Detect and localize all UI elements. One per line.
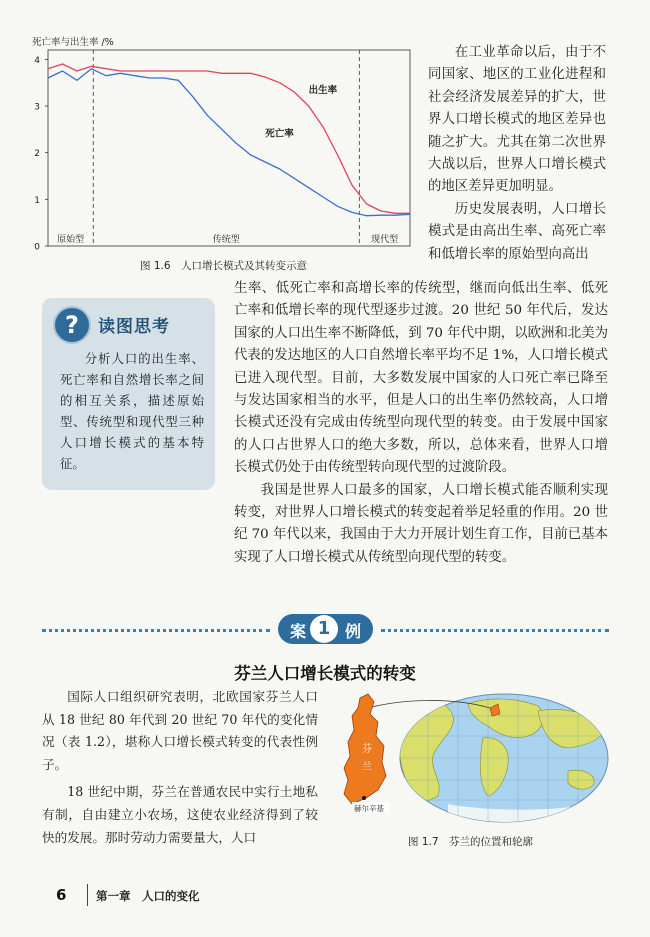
phase-label: 传统型 xyxy=(212,235,240,245)
chart-series xyxy=(48,64,410,216)
think-box-body xyxy=(60,348,204,474)
case-paragraph-2: 18 世纪中期，芬兰在普通农民中实行土地私有制，自由建立小农场，这使农业经济得到了较快的发展。那时劳动力需要量大，人口 xyxy=(42,784,318,845)
chapter-title: 第一章 人口的变化 xyxy=(96,889,200,903)
series-label: 死亡率 xyxy=(265,128,294,140)
series-line-0 xyxy=(48,64,410,213)
history-paragraph-start: 历史发展表明，人口增长模式是由高出生率、高死亡率和低增长率的原始型向高出 xyxy=(428,201,606,262)
y-tick-label: 1 xyxy=(34,195,40,206)
case-divider-right xyxy=(381,629,609,632)
finland-label-2: 兰 xyxy=(362,762,372,773)
chart-axes xyxy=(34,50,410,253)
y-tick-label: 2 xyxy=(34,149,40,160)
y-tick-label: 4 xyxy=(34,55,40,66)
think-box-title: 读图思考 xyxy=(98,317,170,337)
chart-labels xyxy=(265,84,337,139)
think-box-text: 分析人口的出生率、死亡率和自然增长率之间的相互关系，描述原始型、传统型和现代型三种人口增长模式的基本特征。 xyxy=(60,351,204,471)
figure-1-7-caption: 图 1.7 芬兰的位置和轮廓 xyxy=(408,836,534,848)
industrial-revolution-paragraph: 在工业革命以后，由于不同国家、地区的工业化进程和社会经济发展差异的扩大，世界人口增长模式的地区差异也随之扩大。尤其在第二次世界大战以后，世界人口增长模式的地区差异更加明显。 xyxy=(428,45,606,195)
case-text xyxy=(42,686,318,854)
case-badge-number: 1 xyxy=(310,615,338,643)
question-icon: ? xyxy=(55,308,89,342)
case-title: 芬兰人口增长模式的转变 xyxy=(234,664,416,683)
phase-label: 现代型 xyxy=(371,235,399,245)
series-line-1 xyxy=(48,69,410,216)
case-badge-right: 例 xyxy=(344,622,361,641)
right-column-text xyxy=(428,42,606,266)
helsinki-label: 赫尔辛基 xyxy=(354,804,384,813)
plot-frame xyxy=(48,50,410,246)
helsinki-dot xyxy=(362,796,366,800)
main-text xyxy=(234,278,608,569)
finland-location-map xyxy=(338,686,610,826)
case-badge xyxy=(278,614,373,644)
reading-thinking-box xyxy=(42,298,215,490)
finland-label-1: 芬 xyxy=(362,744,372,755)
figure-1-6-caption: 图 1.6 人口增长模式及其转变示意 xyxy=(140,260,308,272)
series-label: 出生率 xyxy=(308,84,338,96)
phase-label: 原始型 xyxy=(57,235,85,245)
case-divider-left xyxy=(42,629,270,632)
china-paragraph: 我国是世界人口最多的国家，人口增长模式能否顺利实现转变，对世界人口增长模式的转变起着举足轻重的作用。20 世纪 70 年代以来，我国由于大力开展计划生育工作，目前已基本实现了人口增长模式从传统型向现代型的转变。 xyxy=(234,482,608,565)
case-paragraph-1: 国际人口组织研究表明，北欧国家芬兰人口从 18 世纪 80 年代到 20 世纪 70 年代的变化情况（表 1.2），堪称人口增长模式转变的代表性例子。 xyxy=(42,689,318,772)
y-tick-label: 3 xyxy=(34,102,40,113)
population-growth-chart xyxy=(30,34,420,254)
history-paragraph-rest: 生率、低死亡率和高增长率的传统型，继而向低出生率、低死亡率和低增长率的现代型逐步过渡。20 世纪 50 年代后，发达国家的人口出生率不断降低，到 70 年代中期，以欧洲和北美为代表的发达地区的人口自然增长率平均不足 1%，人口增长模式已进入现代型。目前，大多数发展中国家的人口死亡率已降至与发达国家相当的水平，但是人口的出生率仍然较高，人口增长模式还没有完成由传统型向现代型的转变。由于发展中国家的人口占世界人口的绝大多数，所以，总体来看，世界人口增长模式仍处于由传统型转向现代型的过渡阶段。 xyxy=(234,281,608,476)
y-tick-label: 0 xyxy=(34,242,40,253)
page-number: 6 xyxy=(56,886,67,904)
chart-ylabel: 死亡率与出生率 /% xyxy=(32,37,114,48)
case-badge-left: 案 xyxy=(290,622,307,641)
footer-divider xyxy=(87,884,88,906)
